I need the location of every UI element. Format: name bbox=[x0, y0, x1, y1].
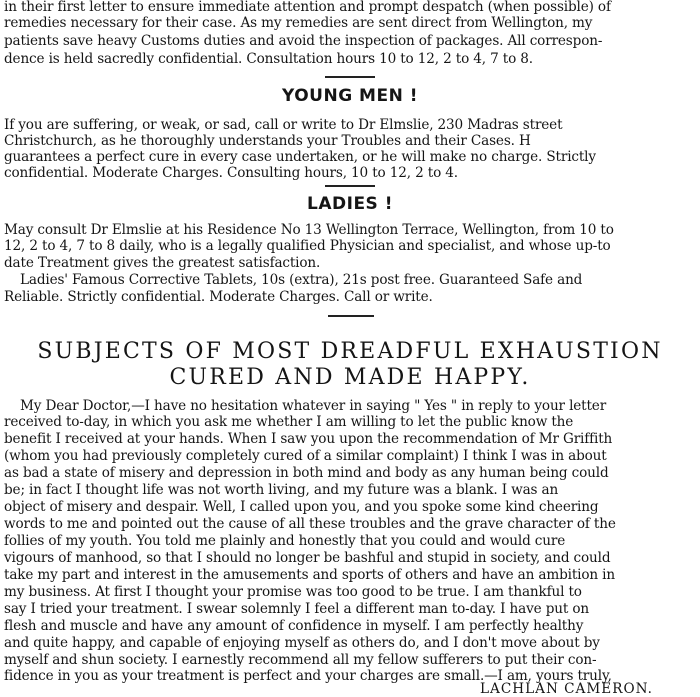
article-line: myself and shun society. I earnestly recommend all my fellow sufferers to put their con- bbox=[4, 652, 597, 668]
article-signature: LACHLAN CAMERON. bbox=[480, 681, 653, 697]
article-line: vigours of manhood, so that I should no longer be bashful and stupid in society, and could bbox=[4, 550, 611, 566]
intro-line: remedies necessary for their case. As my remedies are sent direct from Wellington, my bbox=[4, 15, 593, 31]
article-line: say I tried your treatment. I swear solemnly I feel a different man to-day. I have put on bbox=[4, 601, 589, 617]
young-men-line: Christchurch, as he thoroughly understands your Troubles and their Cases. H bbox=[4, 133, 531, 149]
article-line: My Dear Doctor,—I have no hesitation whatever in saying " Yes " in reply to your letter bbox=[20, 398, 607, 414]
ladies-heading: LADIES ! bbox=[307, 194, 393, 214]
intro-line: dence is held sacredly confidential. Consultation hours 10 to 12, 2 to 4, 7 to 8. bbox=[4, 51, 533, 67]
intro-line: in their first letter to ensure immediate attention and prompt despatch (when possible) of bbox=[4, 0, 611, 15]
ladies-line: May consult Dr Elmslie at his Residence No 13 Wellington Terrace, Wellington, from 10 to bbox=[4, 222, 614, 238]
article-line: be; in fact I thought life was not worth living, and my future was a blank. I was an bbox=[4, 482, 559, 498]
article-line: object of misery and despair. Well, I called upon you, and you spoke some kind cheering bbox=[4, 499, 599, 515]
article-line: follies of my youth. You told me plainly and honestly that you could and would cure bbox=[4, 533, 566, 549]
young-men-line: confidential. Moderate Charges. Consulting hours, 10 to 12, 2 to 4. bbox=[4, 165, 458, 181]
section-divider bbox=[325, 76, 375, 78]
article-line: as bad a state of misery and depression in both mind and body as any human being could bbox=[4, 465, 609, 481]
section-divider bbox=[328, 315, 374, 317]
ladies-line: Ladies' Famous Corrective Tablets, 10s (extra), 21s post free. Guaranteed Safe and bbox=[20, 272, 583, 288]
ladies-line: date Treatment gives the greatest satisfaction. bbox=[4, 255, 321, 271]
article-line: my business. At first I thought your promise was too good to be true. I am thankful to bbox=[4, 584, 582, 600]
young-men-line: guarantees a perfect cure in every case undertaken, or he will make no charge. Strictly bbox=[4, 149, 596, 165]
ladies-line: 12, 2 to 4, 7 to 8 daily, who is a legally qualified Physician and specialist, and whose up-to bbox=[4, 238, 611, 254]
article-line: words to me and pointed out the cause of all these troubles and the grave character of the bbox=[4, 516, 616, 532]
young-men-heading: YOUNG MEN ! bbox=[282, 86, 418, 106]
article-title-line-1: SUBJECTS OF MOST DREADFUL EXHAUSTION bbox=[37, 339, 663, 364]
section-divider bbox=[325, 185, 375, 187]
ladies-line: Reliable. Strictly confidential. Moderate Charges. Call or write. bbox=[4, 289, 433, 305]
article-line: fidence in you as your treatment is perfect and your charges are small.—I am, yours truly, bbox=[4, 668, 612, 684]
article-line: received to-day, in which you ask me whether I am willing to let the public know the bbox=[4, 414, 574, 430]
article-line: take my part and interest in the amusements and sports of others and have an ambition in bbox=[4, 567, 615, 583]
intro-line: patients save heavy Customs duties and avoid the inspection of packages. All correspon- bbox=[4, 33, 603, 49]
article-line: and quite happy, and capable of enjoying myself as others do, and I don't move about by bbox=[4, 635, 600, 651]
article-line: benefit I received at your hands. When I saw you upon the recommendation of Mr Griffith bbox=[4, 431, 613, 447]
article-title-line-2: CURED AND MADE HAPPY. bbox=[169, 365, 531, 390]
article-line: (whom you had previously completely cured of a similar complaint) I think I was in about bbox=[4, 448, 607, 464]
article-line: flesh and muscle and have any amount of confidence in myself. I am perfectly healthy bbox=[4, 618, 584, 634]
young-men-line: If you are suffering, or weak, or sad, call or write to Dr Elmslie, 230 Madras street bbox=[4, 117, 563, 133]
